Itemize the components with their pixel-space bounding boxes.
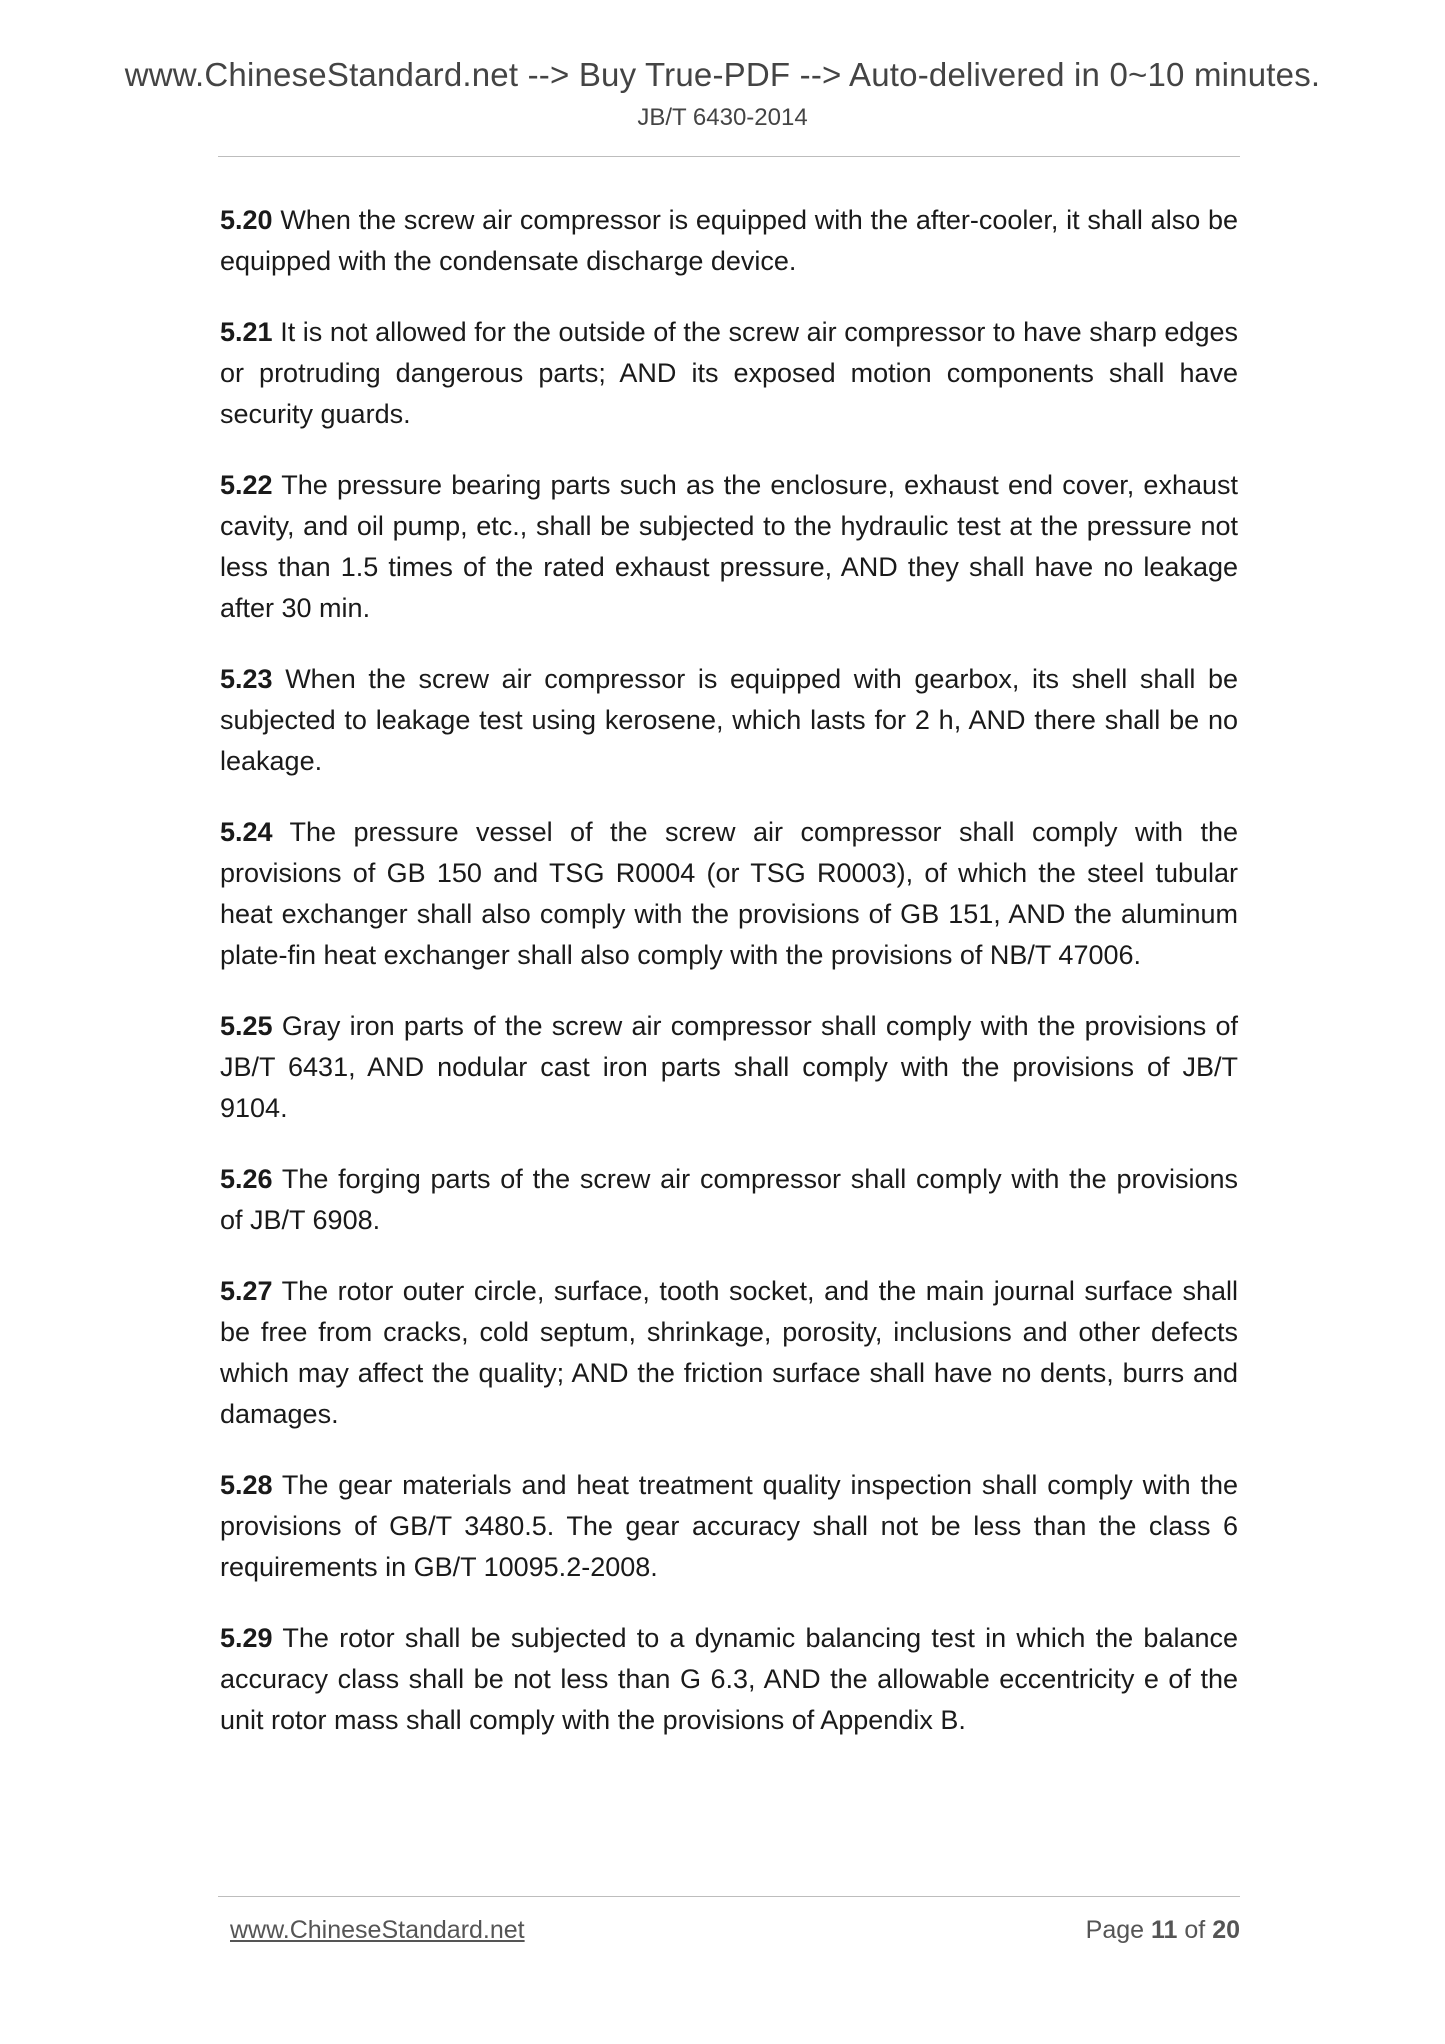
clause-5-23	[220, 659, 1238, 782]
clause-text: The pressure vessel of the screw air compressor shall comply with the provisions of GB 150 and TSG R0004 (or TSG R0003), of which the steel tubular heat exchanger shall also comply with the provisions of GB 151, AND the aluminum plate-fin heat exchanger shall also comply with the provisions of NB/T 47006.	[220, 817, 1238, 970]
clause-5-25	[220, 1006, 1238, 1129]
page-separator: of	[1184, 1916, 1206, 1944]
clause-5-20	[220, 200, 1238, 282]
clause-number: 5.25	[220, 1011, 273, 1041]
clause-5-21	[220, 312, 1238, 435]
clause-text: Gray iron parts of the screw air compressor shall comply with the provisions of JB/T 6431, AND nodular cast iron parts shall comply with the provisions of JB/T 9104.	[220, 1011, 1238, 1123]
clause-5-29	[220, 1618, 1238, 1741]
clause-5-24	[220, 812, 1238, 976]
clause-5-27	[220, 1271, 1238, 1435]
clause-5-26	[220, 1159, 1238, 1241]
page-prefix: Page	[1085, 1916, 1145, 1944]
clause-number: 5.21	[220, 317, 273, 347]
clause-number: 5.22	[220, 470, 273, 500]
clause-number: 5.27	[220, 1276, 273, 1306]
clause-text: When the screw air compressor is equipped with the after-cooler, it shall also be equipped with the condensate discharge device.	[220, 205, 1238, 276]
clause-number: 5.28	[220, 1470, 273, 1500]
header-banner: www.ChineseStandard.net --> Buy True-PDF --> Auto-delivered in 0~10 minutes.	[124, 56, 1321, 93]
clause-number: 5.29	[220, 1623, 273, 1653]
document-body	[220, 200, 1238, 1771]
clause-number: 5.23	[220, 664, 273, 694]
clause-5-22	[220, 465, 1238, 629]
clause-number: 5.24	[220, 817, 273, 847]
clause-5-28	[220, 1465, 1238, 1588]
clause-number: 5.20	[220, 205, 273, 235]
clause-text: The pressure bearing parts such as the enclosure, exhaust end cover, exhaust cavity, and oil pump, etc., shall be subjected to the hydraulic test at the pressure not less than 1.5 times of the rated exhaust pressure, AND they shall have no leakage after 30 min.	[220, 470, 1238, 623]
document-code: JB/T 6430-2014	[637, 104, 808, 131]
clause-text: The rotor outer circle, surface, tooth socket, and the main journal surface shall be free from cracks, cold septum, shrinkage, porosity, inclusions and other defects which may affect the quality; AND the friction surface shall have no dents, burrs and damages.	[220, 1276, 1239, 1429]
footer-site-link[interactable]: www.ChineseStandard.net	[230, 1916, 525, 1944]
page-total: 20	[1212, 1916, 1240, 1944]
footer-divider	[218, 1896, 1240, 1897]
header-divider	[218, 156, 1240, 157]
clause-text: The gear materials and heat treatment quality inspection shall comply with the provisions of GB/T 3480.5. The gear accuracy shall not be less than the class 6 requirements in GB/T 10095.2-2008.	[220, 1470, 1238, 1582]
clause-text: It is not allowed for the outside of the screw air compressor to have sharp edges or protruding dangerous parts; AND its exposed motion components shall have security guards.	[220, 317, 1238, 429]
clause-number: 5.26	[220, 1164, 273, 1194]
page-indicator	[1086, 1916, 1240, 1945]
clause-text: The forging parts of the screw air compressor shall comply with the provisions of JB/T 6908.	[220, 1164, 1238, 1235]
clause-text: The rotor shall be subjected to a dynamic balancing test in which the balance accuracy class shall be not less than G 6.3, AND the allowable eccentricity e of the unit rotor mass shall comply with the provisions of Appendix B.	[220, 1623, 1239, 1735]
clause-text: When the screw air compressor is equipped with gearbox, its shell shall be subjected to leakage test using kerosene, which lasts for 2 h, AND there shall be no leakage.	[220, 664, 1238, 776]
page-current: 11	[1150, 1916, 1178, 1944]
